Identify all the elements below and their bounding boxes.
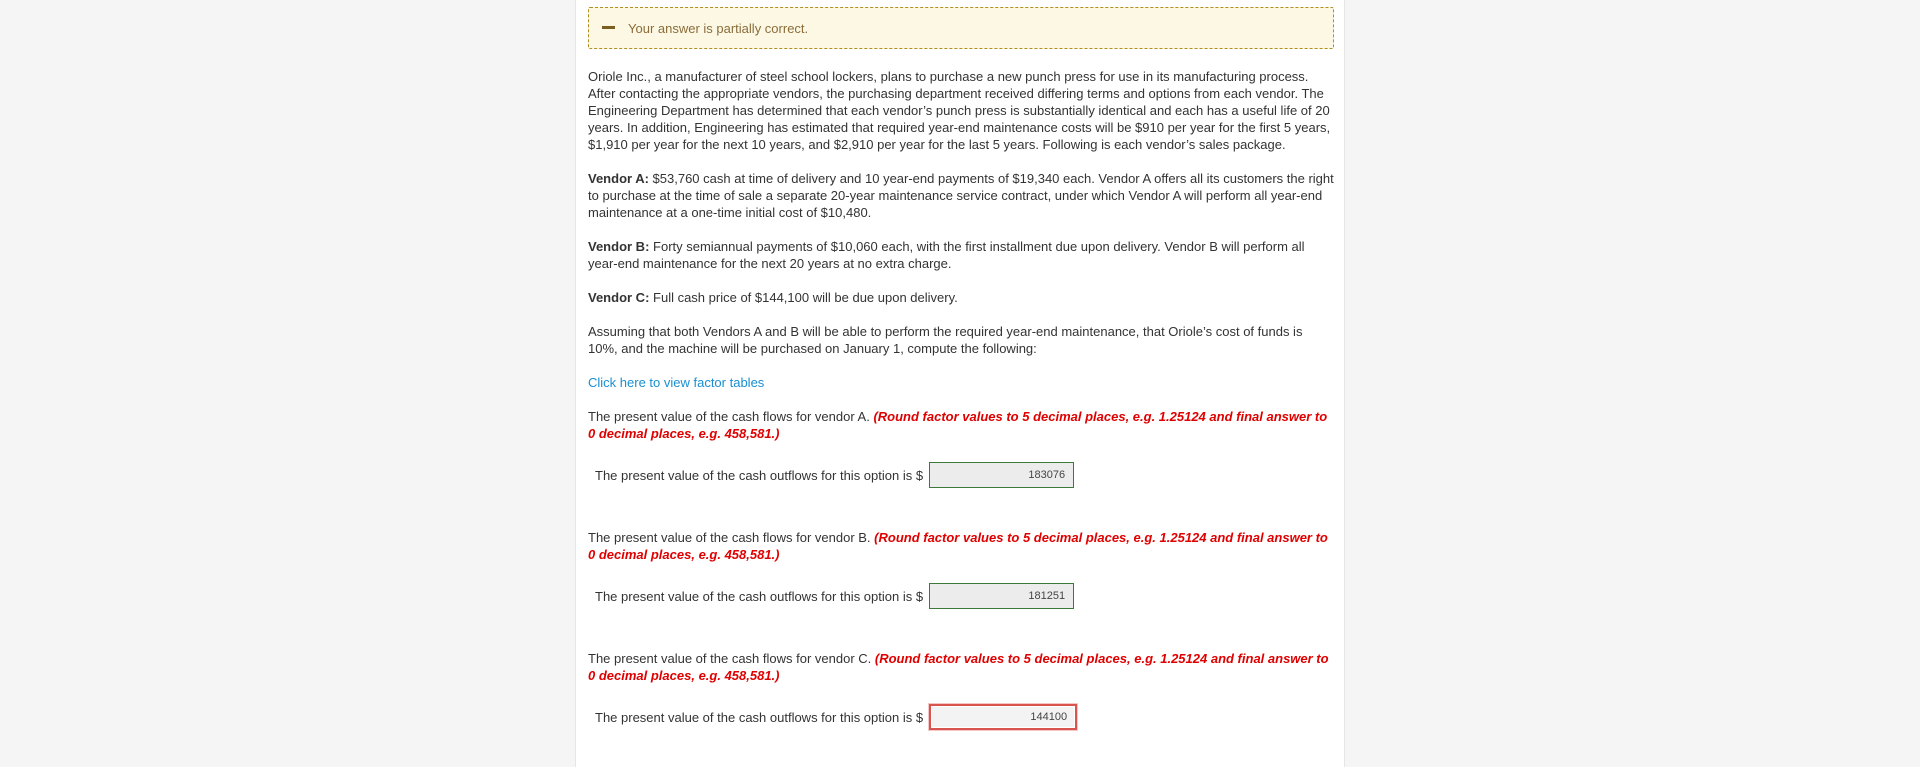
vendor-c-text: Full cash price of $144,100 will be due upon delivery.	[649, 290, 958, 305]
question-prompt: The present value of the cash flows for vendor B.	[588, 530, 875, 545]
answer-row-vendor-c	[588, 704, 1334, 730]
question-prompt: The present value of the cash flows for vendor A.	[588, 409, 874, 424]
rounding-instruction: (Round factor values to 5 decimal places, e.g. 1.25124 and final answer to 0 decimal places, e.g. 458,581.)	[588, 409, 1328, 441]
rounding-instruction: (Round factor values to 5 decimal places, e.g. 1.25124 and final answer to 0 decimal places, e.g. 458,581.)	[588, 530, 1328, 562]
vendor-a-answer-input[interactable]	[929, 462, 1074, 488]
partial-correct-banner	[588, 7, 1334, 49]
vendor-a-description	[588, 170, 1334, 221]
vendor-b-text: Forty semiannual payments of $10,060 each, with the first installment due upon delivery. Vendor B will perform all year-end maintenance for the next 20 years at no extra charge.	[588, 239, 1305, 271]
rounding-instruction: (Round factor values to 5 decimal places, e.g. 1.25124 and final answer to 0 decimal places, e.g. 458,581.)	[588, 651, 1329, 683]
vendor-a-text: $53,760 cash at time of delivery and 10 year-end payments of $19,340 each. Vendor A offers all its customers the right to purchase at the time of sale a separate 20-year maintenance service contract, under which Vendor A will perform all year-end maintenance at a one-time initial cost of $10,480.	[588, 171, 1334, 220]
vendor-a-label: Vendor A:	[588, 171, 649, 186]
factor-tables-link[interactable]: Click here to view factor tables	[588, 375, 765, 390]
question-prompt: The present value of the cash flows for vendor C.	[588, 651, 875, 666]
vendor-b-label: Vendor B:	[588, 239, 650, 254]
question-vendor-a	[588, 408, 1334, 442]
answer-row-vendor-a	[588, 462, 1334, 488]
banner-message: Your answer is partially correct.	[628, 20, 809, 36]
answer-label: The present value of the cash outflows for this option is $	[595, 709, 924, 725]
answer-row-vendor-b	[588, 583, 1334, 609]
vendor-b-answer-input[interactable]	[929, 583, 1074, 609]
question-vendor-b	[588, 529, 1334, 563]
vendor-c-answer-input[interactable]	[929, 704, 1077, 730]
question-content	[588, 7, 1334, 730]
question-vendor-c	[588, 650, 1334, 684]
minus-icon	[602, 26, 615, 29]
assumption-text: Assuming that both Vendors A and B will be able to perform the required year-end maintenance, that Oriole’s cost of funds is 10%, and the machine will be purchased on January 1, compute the following:	[588, 324, 1303, 356]
answer-label: The present value of the cash outflows for this option is $	[595, 588, 924, 604]
vendor-b-description	[588, 238, 1334, 272]
answer-label: The present value of the cash outflows for this option is $	[595, 467, 924, 483]
problem-intro: Oriole Inc., a manufacturer of steel school lockers, plans to purchase a new punch press for use in its manufacturing process. After contacting the appropriate vendors, the purchasing department received differing terms and options from each vendor. The Engineering Department has determined that each vendor’s punch press is substantially identical and each has a useful life of 20 years. In addition, Engineering has estimated that required year-end maintenance costs will be $910 per year for the first 5 years, $1,910 per year for the next 10 years, and $2,910 per year for the last 5 years. Following is each vendor’s sales package.	[588, 69, 1331, 152]
question-card	[575, 0, 1345, 767]
factor-tables-paragraph	[588, 374, 1334, 391]
vendor-c-description	[588, 289, 1334, 306]
vendor-c-label: Vendor C:	[588, 290, 650, 305]
